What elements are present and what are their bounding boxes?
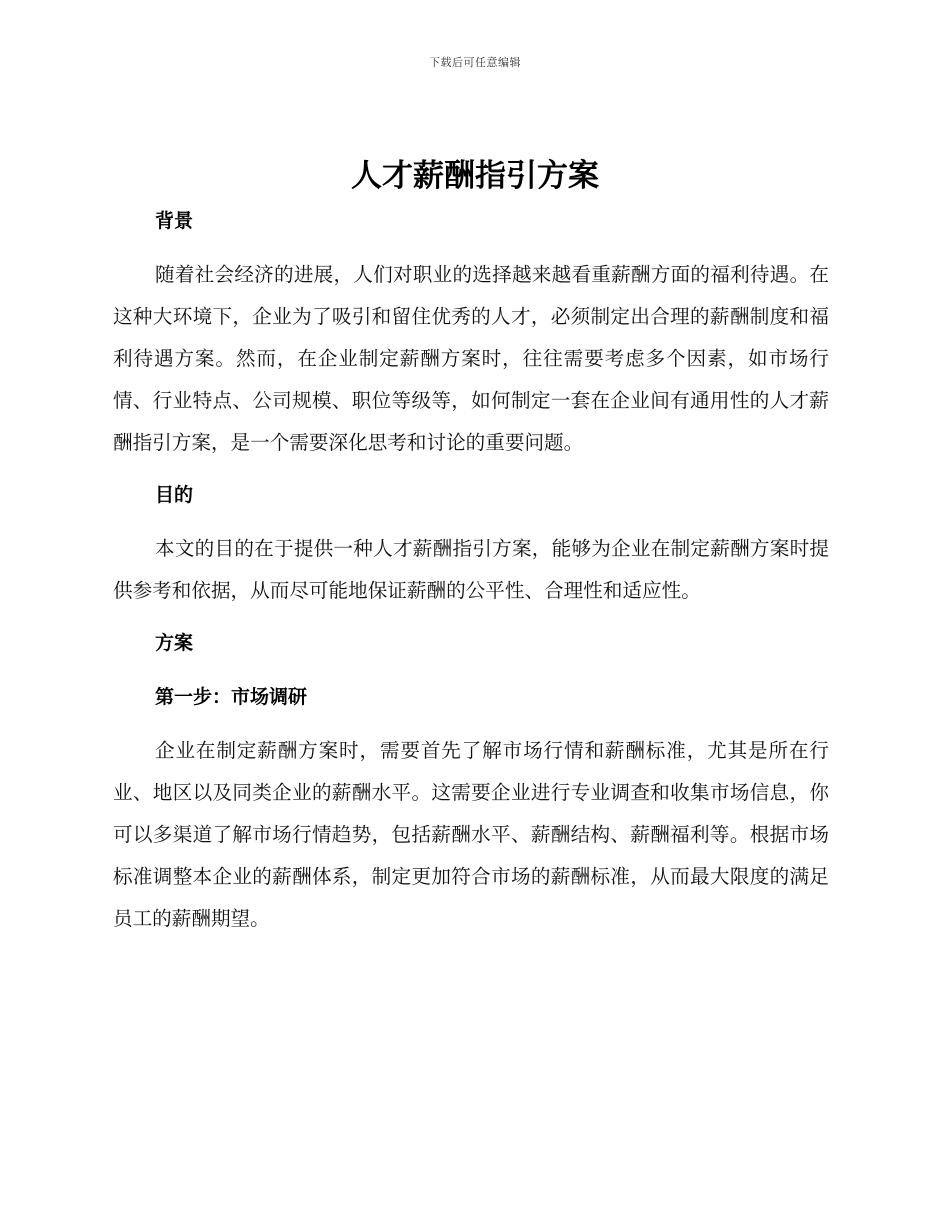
document-title: 人才薪酬指引方案 — [351, 158, 599, 194]
paragraph-background: 随着社会经济的进展，人们对职业的选择越来越看重薪酬方面的福利待遇。在这种大环境下，企业为了吸引和留住优秀的人才，必须制定出合理的薪酬制度和福利待遇方案。然而，在企业制定薪酬方案时，往往需要考虑多个因素，如市场行情、行业特点、公司规模、职位等级等，如何制定一套在企业间有通用性的人才薪酬指引方案，是一个需要深化思考和讨论的重要问题。 — [113, 263, 829, 454]
section-heading-background: 背景 — [155, 210, 194, 232]
paragraph-step1: 企业在制定薪酬方案时，需要首先了解市场行情和薪酬标准，尤其是所在行业、地区以及同类企业的薪酬水平。这需要企业进行专业调查和收集市场信息，你可以多渠道了解市场行情趋势，包括薪酬水平、薪酬结构、薪酬福利等。根据市场标准调整本企业的薪酬体系，制定更加符合市场的薪酬标准，从而最大限度的满足员工的薪酬期望。 — [113, 739, 829, 930]
section-heading-goal: 目的 — [155, 484, 194, 506]
document-body — [113, 200, 829, 940]
section-heading-plan: 方案 — [155, 632, 194, 654]
subsection-heading-step1: 第一步：市场调研 — [155, 686, 308, 708]
page-header-note: 下载后可任意编辑 — [429, 56, 521, 69]
paragraph-goal: 本文的目的在于提供一种人才薪酬指引方案，能够为企业在制定薪酬方案时提供参考和依据，从而尽可能地保证薪酬的公平性、合理性和适应性。 — [113, 537, 829, 602]
